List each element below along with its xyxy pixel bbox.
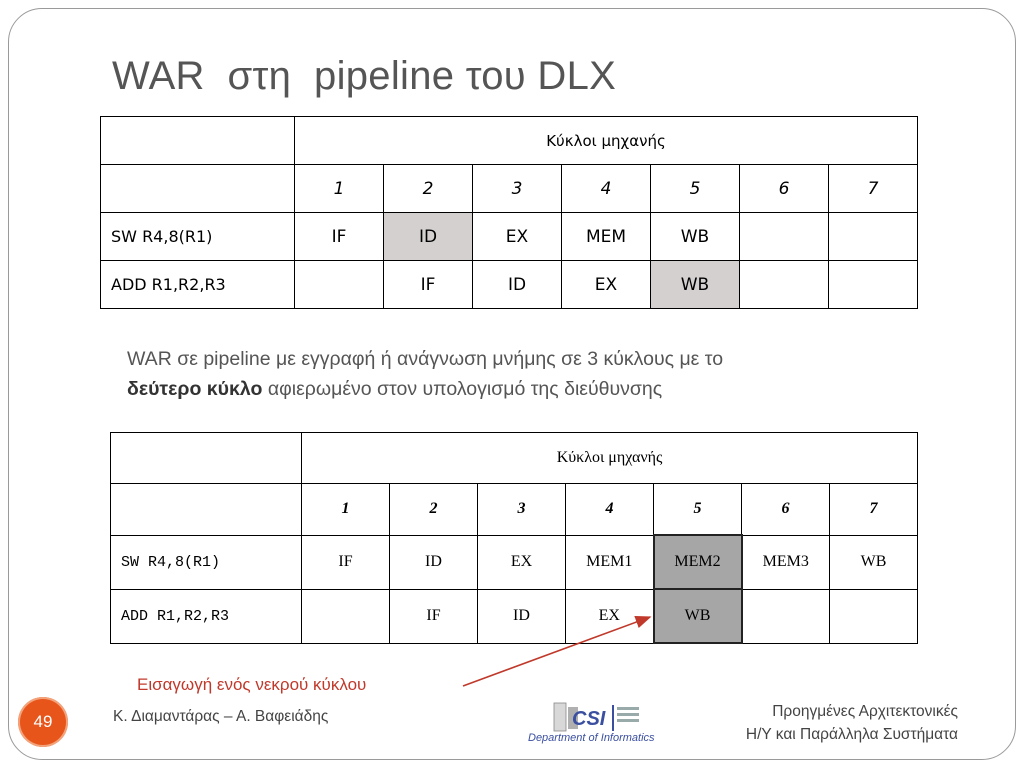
stage-cell: EX (473, 213, 562, 261)
cycle-number: 6 (742, 484, 830, 536)
cycle-number: 4 (566, 484, 654, 536)
cycle-number: 6 (740, 165, 829, 213)
instruction-name: ADD R1,R2,R3 (111, 589, 302, 643)
instruction-name: SW R4,8(R1) (101, 213, 295, 261)
cycle-number: 7 (830, 484, 918, 536)
stage-cell: IF (390, 589, 478, 643)
cycle-number: 5 (654, 484, 742, 536)
cycle-number: 1 (302, 484, 390, 536)
explanation-line1: WAR σε pipeline με εγγραφή ή ανάγνωση μνήμης σε 3 κύκλους με το (127, 348, 724, 370)
instruction-name: SW R4,8(R1) (111, 535, 302, 589)
course-line2: Η/Υ και Παράλληλα Συστήματα (745, 726, 958, 743)
cycle-number: 3 (473, 165, 562, 213)
department-logo (524, 697, 680, 745)
svg-text:CSI: CSI (572, 708, 606, 730)
stage-cell: EX (478, 535, 566, 589)
cycle-number: 7 (829, 165, 918, 213)
page-number-badge: 49 (18, 697, 68, 747)
dead-cycle-note: Εισαγωγή ενός νεκρού κύκλου (137, 675, 367, 694)
explanation-bold: δεύτερο κύκλο (127, 378, 263, 400)
stage-cell-highlight: WB (651, 261, 740, 309)
authors: Κ. Διαμαντάρας – Α. Βαφειάδης (113, 708, 329, 725)
stage-cell: ID (473, 261, 562, 309)
stage-cell: ID (390, 535, 478, 589)
stage-cell: IF (302, 535, 390, 589)
cycle-number: 5 (651, 165, 740, 213)
stage-cell: MEM3 (742, 535, 830, 589)
explanation-rest: αφιερωμένο στον υπολογισμό της διεύθυνσης (262, 378, 663, 400)
stage-cell: MEM (562, 213, 651, 261)
cycle-number: 3 (478, 484, 566, 536)
stage-cell: IF (384, 261, 473, 309)
stage-cell: IF (295, 213, 384, 261)
logo-caption: Department of Informatics (528, 732, 655, 744)
stage-cell: EX (562, 261, 651, 309)
cycle-number: 1 (295, 165, 384, 213)
cycles-header: Κύκλοι μηχανής (295, 117, 918, 165)
stage-cell: EX (566, 589, 654, 643)
stage-cell: WB (651, 213, 740, 261)
course-info (746, 700, 958, 746)
course-line1: Προηγμένες Αρχιτεκτονικές (772, 703, 958, 720)
cycle-number: 2 (384, 165, 473, 213)
instruction-name: ADD R1,R2,R3 (101, 261, 295, 309)
stage-cell-highlight: MEM2 (654, 535, 742, 589)
slide-title: WAR στη pipeline του DLX (112, 54, 617, 98)
stage-cell: MEM1 (566, 535, 654, 589)
stage-cell: ID (478, 589, 566, 643)
cycle-number: 2 (390, 484, 478, 536)
stage-cell: WB (830, 535, 918, 589)
stage-cell-highlight: ID (384, 213, 473, 261)
cycles-header: Κύκλοι μηχανής (302, 433, 918, 484)
stage-cell-highlight: WB (654, 589, 742, 643)
cycle-number: 4 (562, 165, 651, 213)
